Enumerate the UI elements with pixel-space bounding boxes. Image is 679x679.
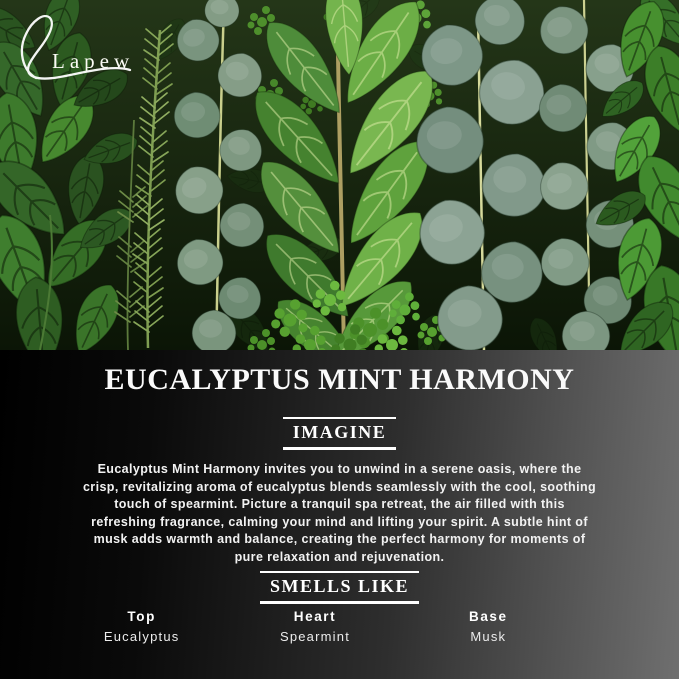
description-line: crisp, revitalizing aroma of eucalyptus blends seamlessly with the cool, soothing [82, 479, 597, 494]
note-top [55, 609, 228, 645]
description-line: touch of spearmint. Picture a tranquil spa retreat, the air filled with this [114, 497, 565, 511]
description-line: refreshing fragrance, calming your mind and lifting your spirit. A subtle hint of [91, 514, 588, 529]
description-line: musk adds warmth and balance, creating the perfect harmony for moments of [93, 532, 586, 546]
note-heart-value: Spearmint [279, 629, 351, 644]
imagine-heading: IMAGINE [283, 417, 397, 450]
note-heart-label: Heart [293, 609, 337, 624]
description-line: pure relaxation and rejuvenation. [234, 549, 445, 564]
smells-like-heading: SMELLS LIKE [260, 571, 419, 604]
note-top-label: Top [127, 609, 156, 624]
note-base-label: Base [468, 609, 508, 624]
fragrance-notes [55, 609, 575, 645]
note-base [402, 609, 575, 645]
note-heart [228, 609, 401, 645]
note-base-value: Musk [470, 629, 507, 644]
note-top-value: Eucalyptus [103, 629, 180, 644]
product-title: EUCALYPTUS MINT HARMONY [104, 363, 575, 396]
description-line: Eucalyptus Mint Harmony invites you to unwind in a serene oasis, where the [97, 462, 582, 476]
fragrance-description [0, 461, 679, 566]
logo-text: Lapew [52, 49, 135, 73]
info-panel [0, 350, 679, 679]
